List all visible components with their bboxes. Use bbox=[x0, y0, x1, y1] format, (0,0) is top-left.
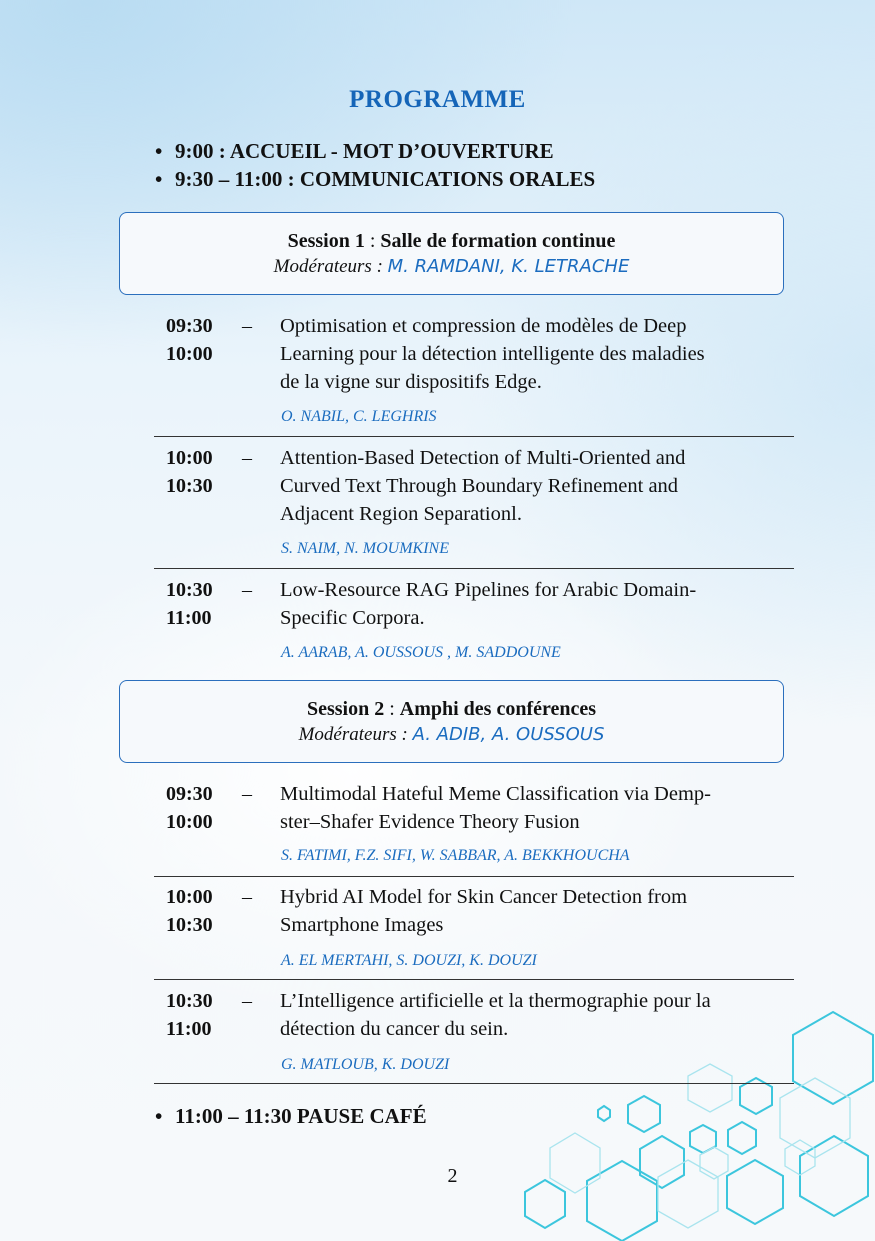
title-line: Learning pour la détection intelligente des maladies bbox=[280, 343, 705, 365]
talk-start: 09:30 bbox=[166, 315, 213, 337]
dash: – bbox=[242, 315, 252, 337]
page-number: 2 bbox=[447, 1165, 458, 1187]
bullet-icon: • bbox=[155, 167, 163, 191]
title-line: Low-Resource RAG Pipelines for Arabic Domain- bbox=[280, 579, 697, 601]
talk-item bbox=[154, 576, 794, 672]
talk-title bbox=[280, 444, 783, 528]
title-line: Attention-Based Detection of Multi-Oriented and bbox=[280, 447, 686, 469]
bullet-icon: • bbox=[155, 139, 163, 163]
moderators-label: Modérateurs : bbox=[298, 724, 408, 745]
session-moderators bbox=[120, 722, 783, 748]
session-title: Session 2 : Amphi des conférences bbox=[306, 698, 597, 720]
bullet-icon: • bbox=[155, 1104, 163, 1128]
moderators-label: Modérateurs : bbox=[273, 256, 383, 277]
page-title: PROGRAMME bbox=[349, 86, 526, 113]
talk-times bbox=[166, 987, 213, 1043]
dash: – bbox=[242, 886, 252, 908]
title-line: Hybrid AI Model for Skin Cancer Detection from bbox=[280, 886, 688, 908]
talk-authors: S. NAIM, N. MOUMKINE bbox=[281, 540, 449, 557]
talk-start: 10:00 bbox=[166, 447, 213, 469]
talk-times bbox=[166, 780, 213, 836]
title-line: Smartphone Images bbox=[280, 914, 444, 936]
title-line: Adjacent Region Separationl. bbox=[280, 503, 522, 525]
title-line: Multimodal Hateful Meme Classification via Demp- bbox=[280, 783, 711, 805]
title-line: ster–Shafer Evidence Theory Fusion bbox=[280, 811, 580, 833]
talk-end: 10:30 bbox=[166, 914, 213, 936]
talk-authors: O. NABIL, C. LEGHRIS bbox=[281, 408, 437, 425]
pause-label: 11:00 – 11:30 PAUSE CAFÉ bbox=[175, 1104, 427, 1128]
agenda-time: 9:30 – 11:00 : bbox=[175, 167, 295, 191]
moderators-names: M. RAMDANI, K. LETRACHE bbox=[387, 256, 630, 277]
talk-item bbox=[154, 987, 794, 1084]
talk-title bbox=[280, 576, 783, 632]
talk-title bbox=[280, 987, 783, 1043]
talk-item bbox=[154, 780, 794, 877]
session-moderators bbox=[120, 254, 783, 280]
session-2-header bbox=[119, 680, 784, 763]
title-line: détection du cancer du sein. bbox=[280, 1018, 509, 1040]
talk-title bbox=[280, 883, 783, 939]
session-label: Session 1 bbox=[287, 230, 365, 252]
talk-end: 10:30 bbox=[166, 475, 213, 497]
talk-authors: S. FATIMI, F.Z. SIFI, W. SABBAR, A. BEKKHOUCHA bbox=[281, 847, 630, 864]
talk-end: 10:00 bbox=[166, 343, 213, 365]
title-line: Optimisation et compression de modèles de Deep bbox=[280, 315, 687, 337]
talk-authors: A. EL MERTAHI, S. DOUZI, K. DOUZI bbox=[281, 952, 537, 969]
title-line: de la vigne sur dispositifs Edge. bbox=[280, 371, 542, 393]
talk-times bbox=[166, 444, 213, 500]
dash: – bbox=[242, 447, 252, 469]
talk-times bbox=[166, 883, 213, 939]
session-1-header bbox=[119, 212, 784, 295]
talk-start: 10:30 bbox=[166, 579, 213, 601]
session-label: Session 2 bbox=[306, 698, 385, 720]
dash: – bbox=[242, 579, 252, 601]
title-line: Specific Corpora. bbox=[280, 607, 425, 629]
agenda-label: ACCUEIL - MOT D’OUVERTURE bbox=[229, 139, 554, 163]
dash: – bbox=[242, 990, 252, 1012]
talk-times bbox=[166, 312, 213, 368]
talk-item bbox=[154, 312, 794, 437]
agenda-item-orals bbox=[155, 165, 595, 193]
coffee-break bbox=[155, 1102, 427, 1130]
session-room: Amphi des conférences bbox=[399, 698, 597, 720]
talk-start: 09:30 bbox=[166, 783, 213, 805]
talk-authors: A. AARAB, A. OUSSOUS , M. SADDOUNE bbox=[281, 644, 561, 661]
title-line: Curved Text Through Boundary Refinement and bbox=[280, 475, 679, 497]
moderators-names: A. ADIB, A. OUSSOUS bbox=[412, 724, 605, 745]
talk-authors: G. MATLOUB, K. DOUZI bbox=[281, 1056, 450, 1073]
top-agenda bbox=[155, 137, 595, 193]
talk-times bbox=[166, 576, 213, 632]
talk-item bbox=[154, 883, 794, 980]
session-room: Salle de formation continue bbox=[380, 230, 616, 252]
agenda-label: COMMUNICATIONS ORALES bbox=[299, 167, 596, 191]
talk-title bbox=[280, 780, 783, 836]
dash: – bbox=[242, 783, 252, 805]
talk-start: 10:00 bbox=[166, 886, 213, 908]
talk-title bbox=[280, 312, 783, 396]
talk-start: 10:30 bbox=[166, 990, 213, 1012]
session-title: Session 1 : Salle de formation continue bbox=[287, 230, 616, 252]
talk-end: 10:00 bbox=[166, 811, 213, 833]
talk-end: 11:00 bbox=[166, 1018, 212, 1040]
title-line: L’Intelligence artificielle et la thermographie pour la bbox=[280, 990, 711, 1012]
agenda-time: 9:00 : bbox=[175, 139, 226, 163]
agenda-item-welcome bbox=[155, 137, 595, 165]
talk-end: 11:00 bbox=[166, 607, 212, 629]
talk-item bbox=[154, 444, 794, 569]
